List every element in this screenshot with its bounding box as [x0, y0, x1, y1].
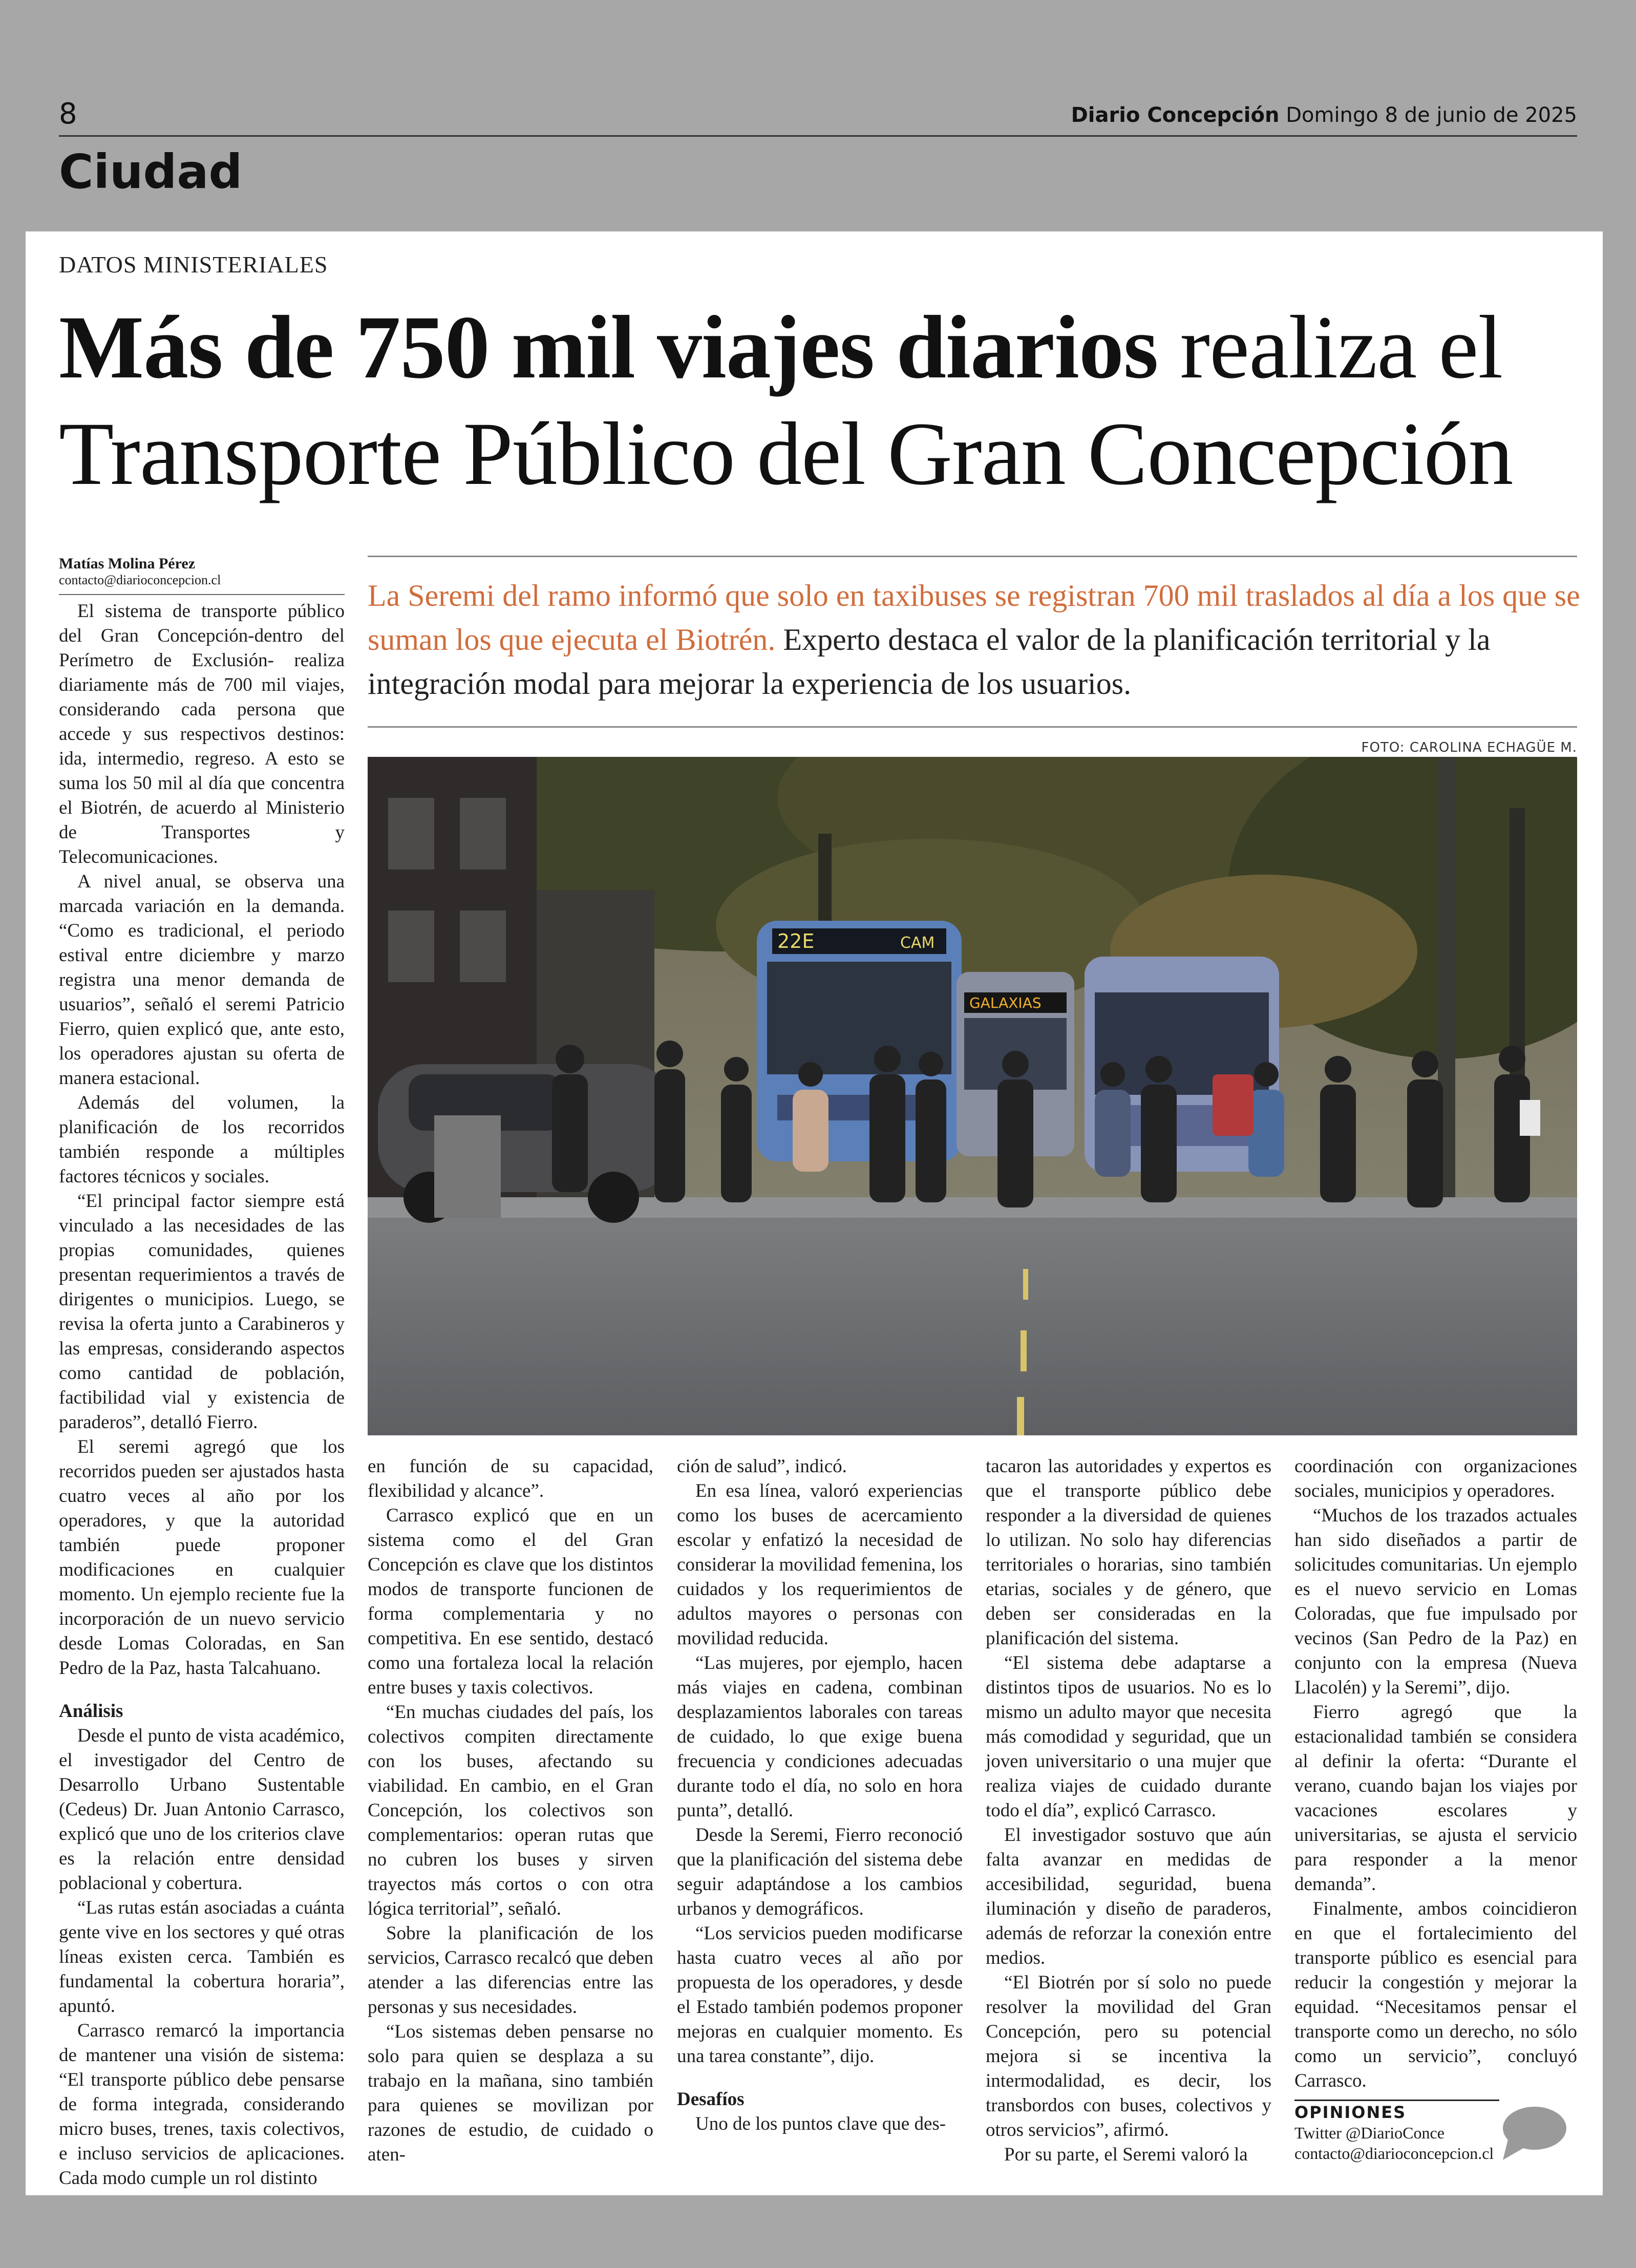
article-photo — [368, 757, 1577, 1435]
paragraph: El sistema de transporte público del Gran Concepción-dentro del Perímetro de Exclusión- realiza diariamente más de 700 mil viajes, considerando cada persona que accede y sus respectivos destinos: ida, intermedio, regreso. A esto se suma los 50 mil al día que concentra el Biotrén, de acuerdo al Ministerio de Transportes y Telecomunicaciones. — [59, 601, 345, 867]
paragraph: Además del volumen, la planificación de los recorridos también responde a múltiples factores técnicos y sociales. — [59, 1092, 345, 1187]
bus-destination-sign: CAM — [900, 934, 935, 952]
article-column-5 — [1294, 1454, 1577, 2093]
author-email: contacto@diarioconcepcion.cl — [59, 573, 221, 587]
paragraph: “Los servicios pueden modificarse hasta cuatro veces al año por propuesta de los operadores, y desde el Estado también podemos proponer mejoras en cualquier momento. Es una tarea constante”, dijo. — [677, 1923, 963, 2067]
paragraph: El seremi agregó que los recorridos pueden ser ajustados hasta cuatro veces al año por los operadores, y que la autoridad también puede proponer modificaciones en cualquier momento. Un ejemplo reciente fue la incorporación de un nuevo servicio desde Lomas Coloradas, en San Pedro de la Paz, hasta Talcahuano. — [59, 1436, 345, 1679]
paragraph: Sobre la planificación de los servicios, Carrasco recalcó que deben atender a las diferencias entre las personas y sus necesidades. — [368, 1923, 653, 2018]
paragraph: El investigador sostuvo que aún falta avanzar en medidas de accesibilidad, seguridad, buena iluminación y diseño de paraderos, además de reforzar la conexión entre medios. — [986, 1825, 1271, 1968]
paragraph: “Las mujeres, por ejemplo, hacen más viajes en cadena, combinan desplazamientos laborales con tareas de cuidado, lo que exige buena frecuencia y condiciones adecuadas durante todo el día, no solo en hora punta”, detalló. — [677, 1652, 963, 1821]
page-number: 8 — [59, 97, 77, 131]
paragraph: ción de salud”, indicó. — [677, 1456, 847, 1477]
paragraph: Desde el punto de vista académico, el investigador del Centro de Desarrollo Urbano Sustentable (Cedeus) Dr. Juan Antonio Carrasco, explicó que uno de los criterios clave es la relación entre densidad poblacional y cobertura. — [59, 1725, 345, 1894]
paragraph: Carrasco explicó que en un sistema como el del Gran Concepción es clave que los distintos modos de transporte funcionen de forma complementaria y no competitiva. En ese sentido, destacó como una fortaleza local la relación entre buses y taxis colectivos. — [368, 1505, 653, 1698]
subheading-desafios: Desafíos — [677, 2089, 745, 2110]
paragraph: Por su parte, el Seremi valoró la — [1004, 2144, 1248, 2165]
paragraph: tacaron las autoridades y expertos es que el transporte público debe responder a la diversidad de quienes lo utilizan. No solo hay diferencias territoriales o horarias, sino también etarias, sociales y de género, que deben ser consideradas en la planificación del sistema. — [986, 1456, 1271, 1649]
opinions-title: OPINIONES — [1294, 2103, 1407, 2122]
deck-rest: Experto destaca el valor de la planificación territorial y la integración modal para mejorar la experiencia de los usuarios. — [368, 623, 1491, 701]
bus-galaxias-sign: GALAXIAS — [969, 994, 1042, 1011]
article-headline — [59, 294, 1585, 507]
street-scene-illustration — [368, 757, 1577, 1435]
paragraph: Uno de los puntos clave que des- — [695, 2113, 946, 2134]
article-deck — [368, 574, 1581, 706]
paragraph: “El sistema debe adaptarse a distintos tipos de usuarios. No es lo mismo un adulto mayor que necesita más comodidad y seguridad, que un joven universitario o una mujer que realiza viajes de cuidado durante todo el día”, explicó Carrasco. — [986, 1652, 1271, 1821]
paragraph: En esa línea, valoró experiencias como los buses de acercamiento escolar y enfatizó la necesidad de considerar la movilidad femenina, los cuidados y los requerimientos de adultos mayores o personas con movilidad reducida. — [677, 1480, 963, 1649]
paragraph: “En muchas ciudades del país, los colectivos compiten directamente con los buses, afectando su viabilidad. En cambio, en el Gran Concepción, los colectivos son complementarios: operan rutas que no cubren los buses y sirven trayectos más cortos o con otra lógica territorial”, señaló. — [368, 1702, 653, 1919]
paragraph: “Las rutas están asociadas a cuánta gente vive en los sectores y qué otras líneas existen cerca. También es fundamental la cobertura horaria”, apuntó. — [59, 1897, 345, 2017]
speech-bubble-icon — [1498, 2104, 1567, 2163]
author-name: Matías Molina Pérez — [59, 555, 196, 572]
paragraph: “El Biotrén por sí solo no puede resolver la movilidad del Gran Concepción, pero su potencial mejora si se incentiva la intermodalidad, es decir, los transbordos con buses, colectivos y otros servicios”, afirmó. — [986, 1972, 1271, 2140]
photo-credit: FOTO: CAROLINA ECHAGÜE M. — [1361, 740, 1577, 755]
article-kicker: DATOS MINISTERIALES — [59, 251, 328, 278]
byline — [59, 556, 346, 588]
deck-rule-bottom — [368, 726, 1577, 728]
opinions-twitter[interactable]: Twitter @DiarioConce — [1294, 2124, 1444, 2142]
paragraph: Carrasco remarcó la importancia de mantener una visión de sistema: “El transporte público debe pensarse de forma integrada, considerando micro buses, trenes, taxis colectivos, e incluso servicios de aplicaciones. Cada modo cumple un rol distinto — [59, 2020, 345, 2189]
paragraph: A nivel anual, se observa una marcada variación en la demanda. “Como es tradicional, el periodo estival entre diciembre y marzo registra una menor demanda de usuarios”, señaló el seremi Patricio Fierro, quien explicó que, ante esto, los operadores ajustan su oferta de manera estacional. — [59, 871, 345, 1089]
header-rule — [59, 135, 1577, 137]
paragraph: “El principal factor siempre está vinculado a las necesidades de las propias comunidades, quienes presentan requerimientos a través de dirigentes o municipios. Luego, se revisa la oferta junto a Carabineros y las empresas, considerando aspectos como cantidad de población, factibilidad vial y existencia de paraderos”, detalló Fierro. — [59, 1191, 345, 1433]
opinions-email[interactable]: contacto@diarioconcepcion.cl — [1294, 2144, 1494, 2163]
deck-rule-top — [368, 556, 1577, 557]
paragraph: Desde la Seremi, Fierro reconoció que la planificación del sistema debe seguir adaptándose a los cambios urbanos y demográficos. — [677, 1825, 963, 1919]
headline-bold: Más de 750 mil viajes diarios — [59, 298, 1158, 397]
paragraph: en función de su capacidad, flexibilidad y alcance”. — [368, 1456, 653, 1501]
article-column-4 — [986, 1454, 1271, 2167]
article-column-2 — [368, 1454, 653, 2167]
section-title: Ciudad — [59, 144, 243, 199]
paper-name: Diario Concepción — [1071, 103, 1280, 127]
deck-highlight: La Seremi del ramo informó que solo en taxibuses se registran 700 mil traslados al día a los que se suman los que ejecuta el Biotrén. — [368, 579, 1580, 656]
byline-rule — [59, 594, 345, 595]
subheading-analisis: Análisis — [59, 1701, 123, 1722]
article-column-1 — [59, 599, 345, 2191]
issue-date: Domingo 8 de junio de 2025 — [1286, 103, 1577, 127]
bus-route-sign: 22E — [777, 930, 815, 952]
paragraph: coordinación con organizaciones sociales, municipios y operadores. — [1294, 1456, 1577, 1501]
article-column-3 — [677, 1454, 963, 2136]
paragraph: Finalmente, ambos coincidieron en que el fortalecimiento del transporte público es esencial para reducir la congestión y mejorar la equidad. “Necesitamos pensar el transporte como un derecho, no sólo como un servicio”, concluyó Carrasco. — [1294, 1898, 1577, 2091]
paragraph: Fierro agregó que la estacionalidad también se considera al definir la oferta: “Durante el verano, cuando bajan los viajes por vacaciones escolares y universitarias, se ajusta el servicio para responder a la menor demanda”. — [1294, 1702, 1577, 1895]
masthead — [1071, 103, 1577, 127]
opinions-rule — [1294, 2100, 1499, 2101]
paragraph: “Los sistemas deben pensarse no solo para quien se desplaza a su trabajo en la mañana, sino también para quienes se movilizan por razones de estudio, de cuidado o aten- — [368, 2021, 653, 2165]
headline-rest: realiza el Transporte Público del Gran Concepción — [59, 298, 1513, 504]
paragraph: “Muchos de los trazados actuales han sido diseñados a partir de solicitudes comunitarias. Un ejemplo es el nuevo servicio en Lomas Coloradas, que fue impulsado por vecinos (San Pedro de la Paz) en conjunto con la empresa (Nueva Llacolén) y la Seremi”, dijo. — [1294, 1505, 1577, 1698]
